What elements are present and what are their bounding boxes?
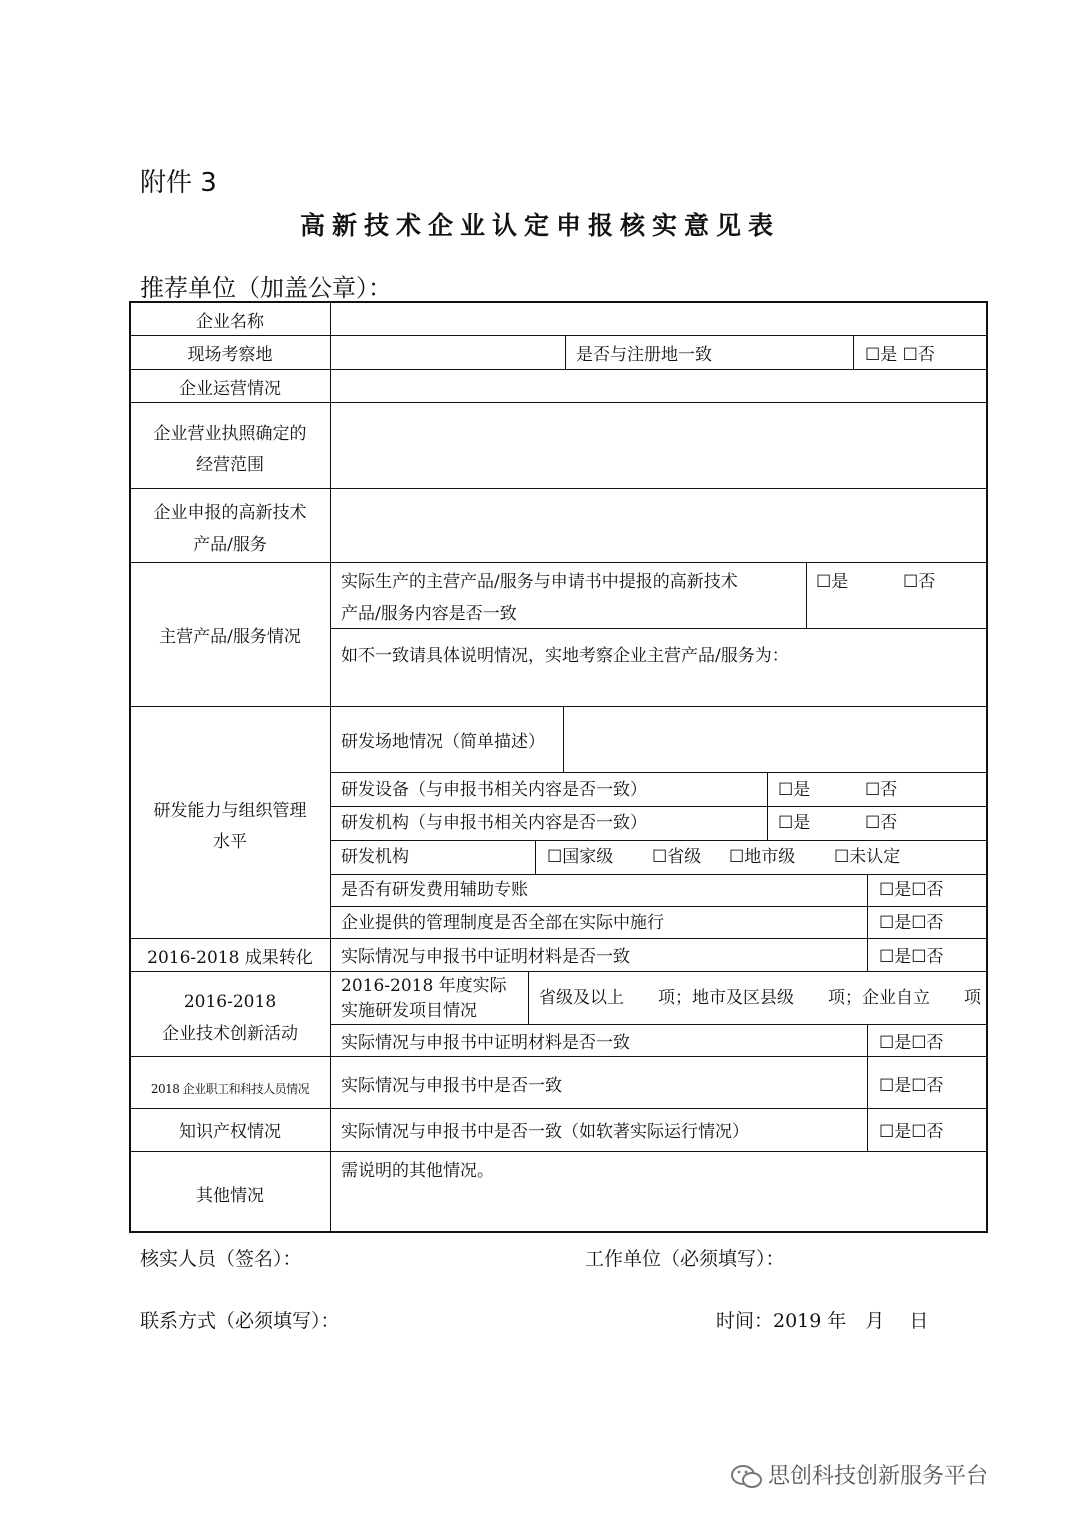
innovation-projects-line1: 2016-2018 年度实际 [341, 976, 507, 996]
row-divider [331, 840, 988, 841]
col-divider [535, 840, 536, 874]
rd-equipment-label: 研发设备（与申报书相关内容是否一致） [341, 780, 647, 800]
attachment-label: 附件 3 [140, 168, 217, 198]
row-divider [331, 628, 988, 629]
row-divider [129, 562, 988, 563]
row-divider [129, 1108, 988, 1109]
achievement-checkboxes[interactable]: ☐是☐否 [879, 947, 944, 967]
row-divider [129, 971, 988, 972]
wechat-icon [730, 1464, 764, 1490]
other-note: 需说明的其他情况。 [341, 1161, 494, 1181]
mgmt-system-label: 企业提供的管理制度是否全部在实际中施行 [341, 913, 664, 933]
row-divider [129, 402, 988, 403]
col-divider [767, 772, 768, 840]
form-title: 高新技术企业认定申报核实意见表 [299, 211, 780, 240]
innovation-label-line1: 2016-2018 [183, 992, 277, 1012]
company-name-label: 企业名称 [196, 312, 264, 332]
verifier-signature-label: 核实人员（签名）： [140, 1248, 302, 1270]
same-as-registered-label: 是否与注册地一致 [576, 345, 712, 365]
declared-products-label-line2: 产品/服务 [193, 535, 267, 555]
row-divider [331, 906, 988, 907]
rd-org-level-provincial[interactable]: ☐省级 [652, 847, 702, 867]
main-products-note: 如不一致请具体说明情况，实地考察企业主营产品/服务为： [341, 646, 789, 666]
rd-expense-label: 是否有研发费用辅助专账 [341, 880, 528, 900]
ip-question: 实际情况与申报书中是否一致（如软著实际运行情况） [341, 1122, 749, 1142]
rd-org-yes-checkbox[interactable]: ☐是 [778, 813, 811, 833]
contact-label: 联系方式（必须填写）： [140, 1310, 340, 1332]
site-label: 现场考察地 [187, 345, 273, 365]
innovation-question: 实际情况与申报书中证明材料是否一致 [341, 1033, 630, 1053]
col-divider [867, 1024, 868, 1151]
row-divider [129, 706, 988, 707]
row-divider [129, 1151, 988, 1152]
main-products-question-line2: 产品/服务内容是否一致 [341, 604, 517, 624]
main-products-no-checkbox[interactable]: ☐否 [903, 572, 936, 592]
innovation-checkboxes[interactable]: ☐是☐否 [879, 1033, 944, 1053]
staff-label: 2018 企业职工和科技人员情况 [150, 1082, 310, 1096]
rd-org-no-checkbox[interactable]: ☐否 [865, 813, 898, 833]
recommend-unit-label: 推荐单位（加盖公章）： [140, 274, 392, 302]
innovation-projects-line2: 实施研发项目情况 [341, 1001, 477, 1021]
mgmt-system-checkboxes[interactable]: ☐是☐否 [879, 913, 944, 933]
row-divider [129, 938, 988, 939]
staff-question: 实际情况与申报书中是否一致 [341, 1076, 562, 1096]
rd-org-level-none[interactable]: ☐未认定 [834, 847, 901, 867]
watermark-text: 思创科技创新服务平台 [768, 1464, 989, 1489]
license-scope-label-line2: 经营范围 [196, 455, 264, 475]
row-divider [331, 772, 988, 773]
col-divider [330, 301, 331, 1233]
main-products-question-line1: 实际生产的主营产品/服务与申请书中提报的高新技术 [341, 572, 738, 592]
declared-products-label-line1: 企业申报的高新技术 [153, 503, 307, 523]
row-divider [331, 874, 988, 875]
rd-label-line1: 研发能力与组织管理 [153, 801, 307, 821]
operation-label: 企业运营情况 [179, 379, 281, 399]
ip-label: 知识产权情况 [179, 1122, 281, 1142]
row-divider [129, 369, 988, 370]
other-label: 其他情况 [196, 1186, 264, 1206]
rd-label-line2: 水平 [213, 832, 247, 852]
main-products-label: 主营产品/服务情况 [159, 627, 301, 647]
staff-checkboxes[interactable]: ☐是☐否 [879, 1076, 944, 1096]
rd-org-consistent-label: 研发机构（与申报书相关内容是否一致） [341, 813, 647, 833]
col-divider [806, 562, 807, 628]
col-divider [867, 874, 868, 971]
license-scope-label-line1: 企业营业执照确定的 [153, 424, 307, 444]
same-as-registered-checkboxes[interactable]: ☐是 ☐否 [865, 345, 935, 365]
col-divider [853, 335, 854, 369]
col-divider [528, 971, 529, 1024]
achievement-question: 实际情况与申报书中证明材料是否一致 [341, 947, 630, 967]
col-divider [565, 335, 566, 369]
achievement-label: 2016-2018 成果转化 [147, 948, 313, 968]
ip-checkboxes[interactable]: ☐是☐否 [879, 1122, 944, 1142]
rd-site-label: 研发场地情况（简单描述） [341, 732, 545, 752]
row-divider [331, 806, 988, 807]
watermark [730, 1459, 988, 1490]
row-divider [129, 1056, 988, 1057]
rd-equipment-no-checkbox[interactable]: ☐否 [865, 780, 898, 800]
rd-org-level-national[interactable]: ☐国家级 [547, 847, 614, 867]
rd-org-level-city[interactable]: ☐地市级 [729, 847, 796, 867]
row-divider [331, 1024, 988, 1025]
date-label: 时间：2019 年 月 日 [716, 1310, 929, 1332]
innovation-project-levels: 省级及以上 项；地市及区县级 项；企业自立 项 [539, 988, 981, 1008]
innovation-label-line2: 企业技术创新活动 [162, 1024, 298, 1044]
row-divider [129, 335, 988, 336]
rd-org-label: 研发机构 [341, 847, 409, 867]
rd-equipment-yes-checkbox[interactable]: ☐是 [778, 780, 811, 800]
rd-expense-checkboxes[interactable]: ☐是☐否 [879, 880, 944, 900]
col-divider [563, 706, 564, 772]
main-products-yes-checkbox[interactable]: ☐是 [816, 572, 849, 592]
work-unit-label: 工作单位（必须填写）： [585, 1248, 785, 1270]
row-divider [129, 488, 988, 489]
